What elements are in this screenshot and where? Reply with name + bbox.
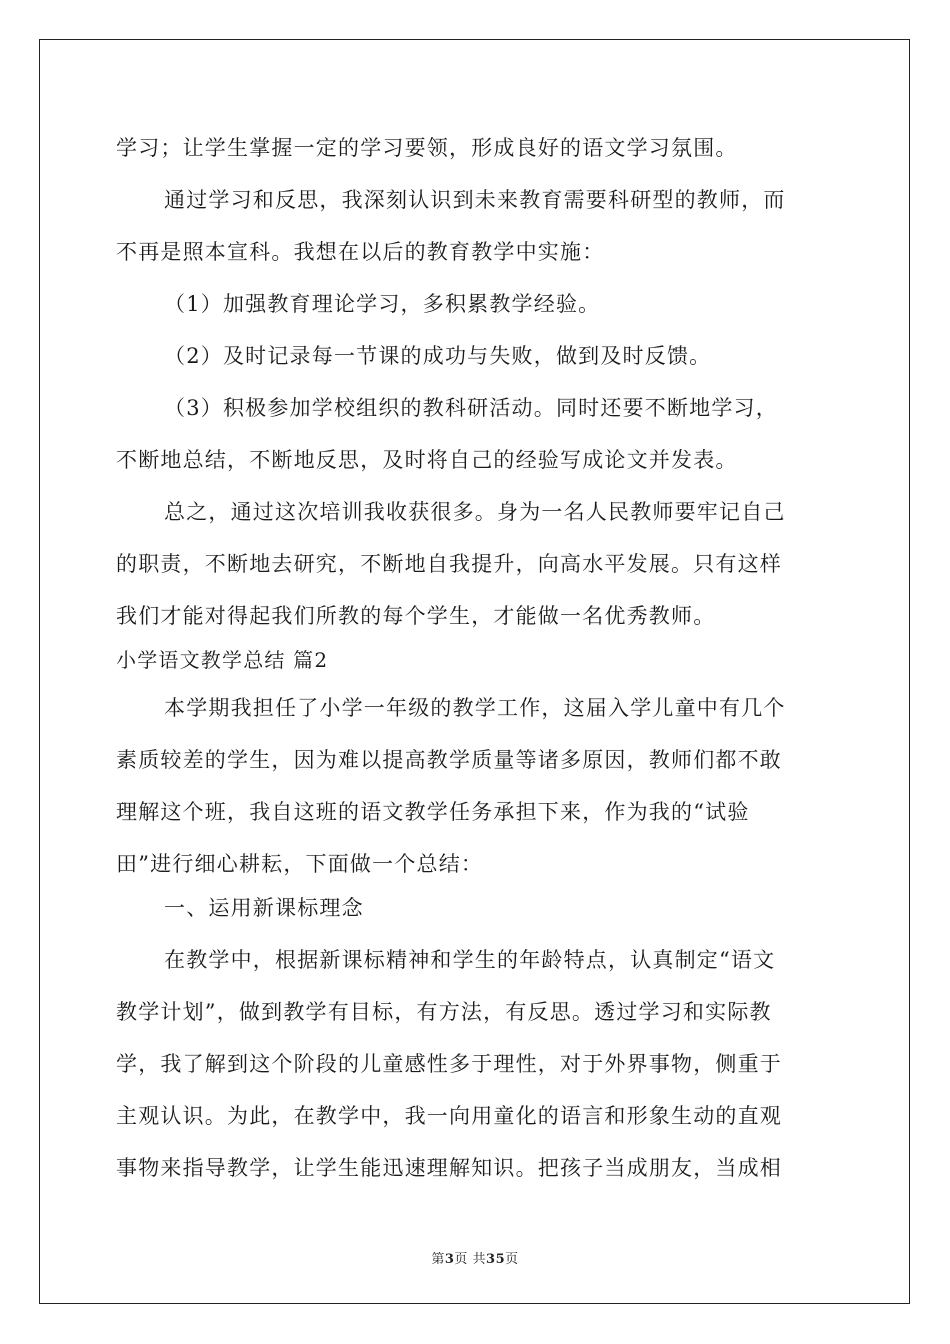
text-line: 事物来指导教学，让学生能迅速理解知识。把孩子当成朋友，当成相 [116, 1156, 782, 1180]
text-line: 本学期我担任了小学一年级的教学工作，这届入学儿童中有几个 [164, 696, 786, 720]
text-line: 不再是照本宣科。我想在以后的教育教学中实施： [116, 240, 605, 264]
text-line: 的职责，不断地去研究，不断地自我提升，向高水平发展。只有这样 [116, 552, 782, 576]
page-total: 35 [486, 1252, 506, 1267]
text-line: 田”进行细心耕耘，下面做一个总结： [116, 852, 484, 876]
text-line: 理解这个班，我自这班的语文教学任务承担下来，作为我的“试验 [116, 800, 750, 824]
section-heading: 小学语文教学总结 篇2 [116, 648, 329, 672]
page-mid: 页 共 [454, 1252, 487, 1267]
page-current: 3 [444, 1252, 455, 1267]
text-line: 素质较差的学生，因为难以提高教学质量等诸多原因，教师们都不敢 [116, 748, 782, 772]
list-item: （3）积极参加学校组织的教科研活动。同时还要不断地学习， [164, 396, 778, 420]
text-line: 学习；让学生掌握一定的学习要领，形成良好的语文学习氛围。 [116, 136, 738, 160]
page-suffix: 页 [505, 1252, 519, 1267]
page-footer [0, 1248, 950, 1267]
list-item: （1）加强教育理论学习，多积累教学经验。 [164, 292, 601, 316]
subsection-heading: 一、运用新课标理念 [164, 896, 364, 920]
list-item: （2）及时记录每一节课的成功与失败，做到及时反馈。 [164, 344, 712, 368]
text-line: 不断地总结，不断地反思，及时将自己的经验写成论文并发表。 [116, 448, 738, 472]
page-prefix: 第 [431, 1252, 445, 1267]
text-line: 主观认识。为此，在教学中，我一向用童化的语言和形象生动的直观 [116, 1104, 782, 1128]
text-line: 我们才能对得起我们所教的每个学生，才能做一名优秀教师。 [116, 604, 716, 628]
text-line: 教学计划”，做到教学有目标，有方法，有反思。透过学习和实际教 [116, 1000, 772, 1024]
text-line: 通过学习和反思，我深刻认识到未来教育需要科研型的教师，而 [164, 188, 786, 212]
text-line: 在教学中，根据新课标精神和学生的年龄特点，认真制定“语文 [164, 948, 776, 972]
text-line: 学，我了解到这个阶段的儿童感性多于理性，对于外界事物，侧重于 [116, 1052, 782, 1076]
text-line: 总之，通过这次培训我收获很多。身为一名人民教师要牢记自己 [164, 500, 786, 524]
